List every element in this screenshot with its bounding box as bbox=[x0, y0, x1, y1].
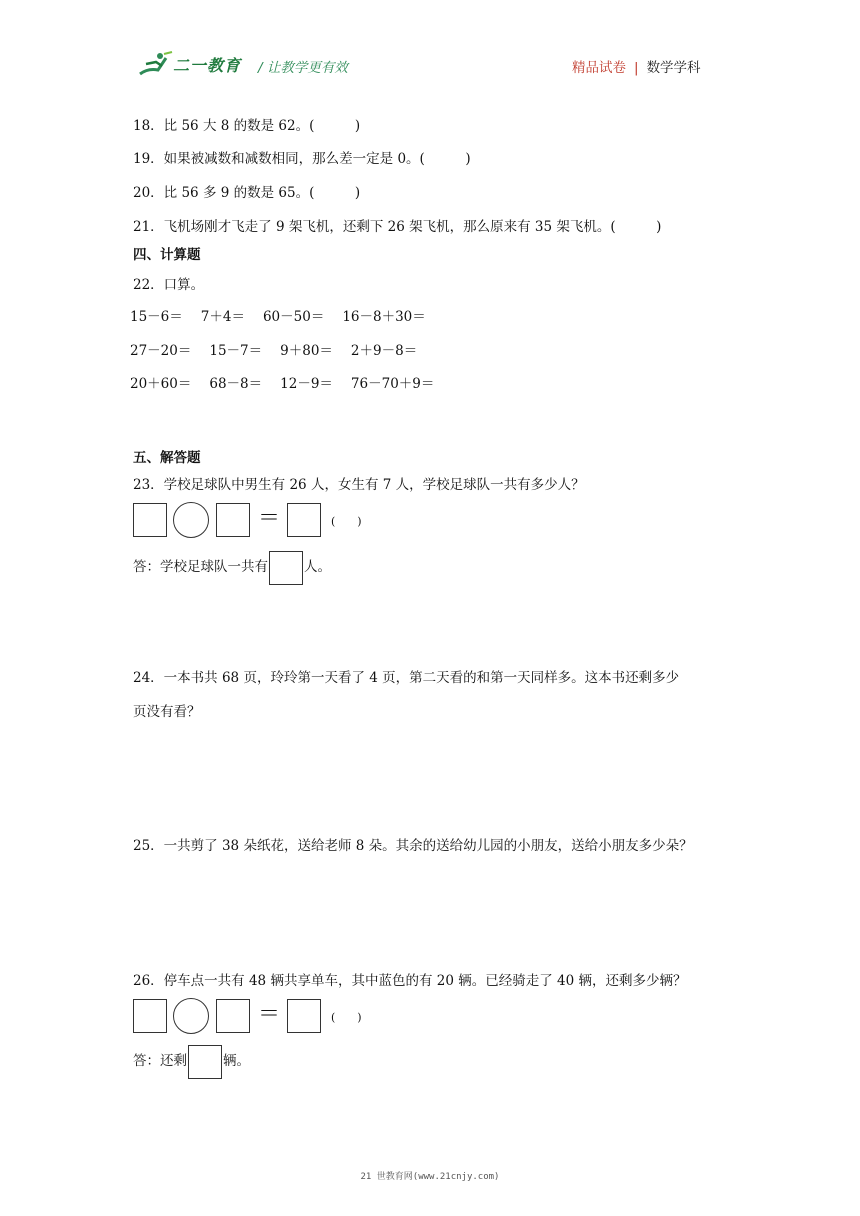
badge: 精品试卷 bbox=[572, 60, 626, 76]
calc-item: 16－8＋30＝ bbox=[342, 309, 426, 325]
question-24-line-2: 页没有看？ bbox=[133, 704, 201, 720]
answer-box[interactable] bbox=[216, 999, 250, 1033]
answer-prefix: 答：学校足球队一共有 bbox=[133, 559, 268, 575]
answer-box[interactable] bbox=[216, 503, 250, 537]
answer-prefix: 答：还剩 bbox=[133, 1053, 187, 1069]
calc-row-3 bbox=[130, 372, 452, 392]
runner-logo-icon bbox=[136, 50, 174, 80]
subject: 数学学科 bbox=[646, 60, 701, 76]
calc-item: 15－7＝ bbox=[209, 343, 263, 359]
calc-item: 12－9＝ bbox=[280, 376, 333, 392]
answer-box[interactable] bbox=[287, 999, 321, 1033]
answer-suffix: 人。 bbox=[304, 559, 331, 575]
section-4-title: 四、计算题 bbox=[133, 247, 201, 263]
question-18: 18．比 56 大 8 的数是 62。( ) bbox=[133, 118, 361, 134]
question-24-line-1: 24．一本书共 68 页，玲玲第一天看了 4 页，第二天看的和第一天同样多。这本书还剩多少 bbox=[133, 670, 680, 686]
calc-item: 68－8＝ bbox=[209, 376, 263, 392]
slogan: / 让教学更有效 bbox=[258, 60, 348, 76]
question-19: 19．如果被减数和减数相同，那么差一定是 0。( ) bbox=[133, 151, 471, 167]
operator-circle[interactable] bbox=[173, 502, 209, 538]
question-20: 20．比 56 多 9 的数是 65。( ) bbox=[133, 185, 361, 201]
equals-sign: ＝ bbox=[258, 506, 281, 531]
calc-item: 60－50＝ bbox=[262, 309, 325, 325]
calc-item: 27－20＝ bbox=[130, 343, 192, 359]
equals-sign: ＝ bbox=[258, 1002, 281, 1027]
calc-row-2 bbox=[130, 339, 435, 359]
header-separator: | bbox=[634, 60, 639, 76]
question-25: 25．一共剪了 38 朵纸花，送给老师 8 朵。其余的送给幼儿园的小朋友，送给小朋友多少朵？ bbox=[133, 838, 693, 854]
answer-line-23 bbox=[133, 550, 331, 585]
calc-item: 15－6＝ bbox=[130, 309, 183, 325]
question-22: 22．口算。 bbox=[133, 277, 205, 293]
logo bbox=[136, 50, 266, 80]
answer-box[interactable] bbox=[287, 503, 321, 537]
unit-paren: ( ) bbox=[331, 515, 362, 528]
calc-row-1 bbox=[130, 305, 444, 325]
calc-item: 9＋80＝ bbox=[280, 343, 333, 359]
calc-item: 7＋4＝ bbox=[200, 309, 245, 325]
header-right bbox=[572, 56, 701, 76]
answer-line-26 bbox=[133, 1044, 250, 1079]
footer: 21 世教育网(www.21cnjy.com) bbox=[360, 1172, 500, 1182]
question-21: 21．飞机场刚才飞走了 9 架飞机，还剩下 26 架飞机，那么原来有 35 架飞机。( ) bbox=[133, 219, 662, 235]
operator-circle[interactable] bbox=[173, 998, 209, 1034]
calc-item: 20＋60＝ bbox=[130, 376, 192, 392]
answer-box[interactable] bbox=[133, 999, 167, 1033]
answer-suffix: 辆。 bbox=[223, 1053, 250, 1069]
calc-item: 76－70＋9＝ bbox=[350, 376, 435, 392]
logo-text: 二一教育 bbox=[173, 56, 242, 75]
question-23: 23．学校足球队中男生有 26 人，女生有 7 人，学校足球队一共有多少人？ bbox=[133, 477, 585, 493]
answer-inline-box[interactable] bbox=[188, 1045, 222, 1079]
question-26: 26．停车点一共有 48 辆共享单车，其中蓝色的有 20 辆。已经骑走了 40 辆，还剩多少辆？ bbox=[133, 973, 687, 989]
calc-item: 2＋9－8＝ bbox=[350, 343, 418, 359]
answer-inline-box[interactable] bbox=[269, 551, 303, 585]
section-5-title: 五、解答题 bbox=[133, 450, 201, 466]
unit-paren: ( ) bbox=[331, 1011, 362, 1024]
answer-box[interactable] bbox=[133, 503, 167, 537]
